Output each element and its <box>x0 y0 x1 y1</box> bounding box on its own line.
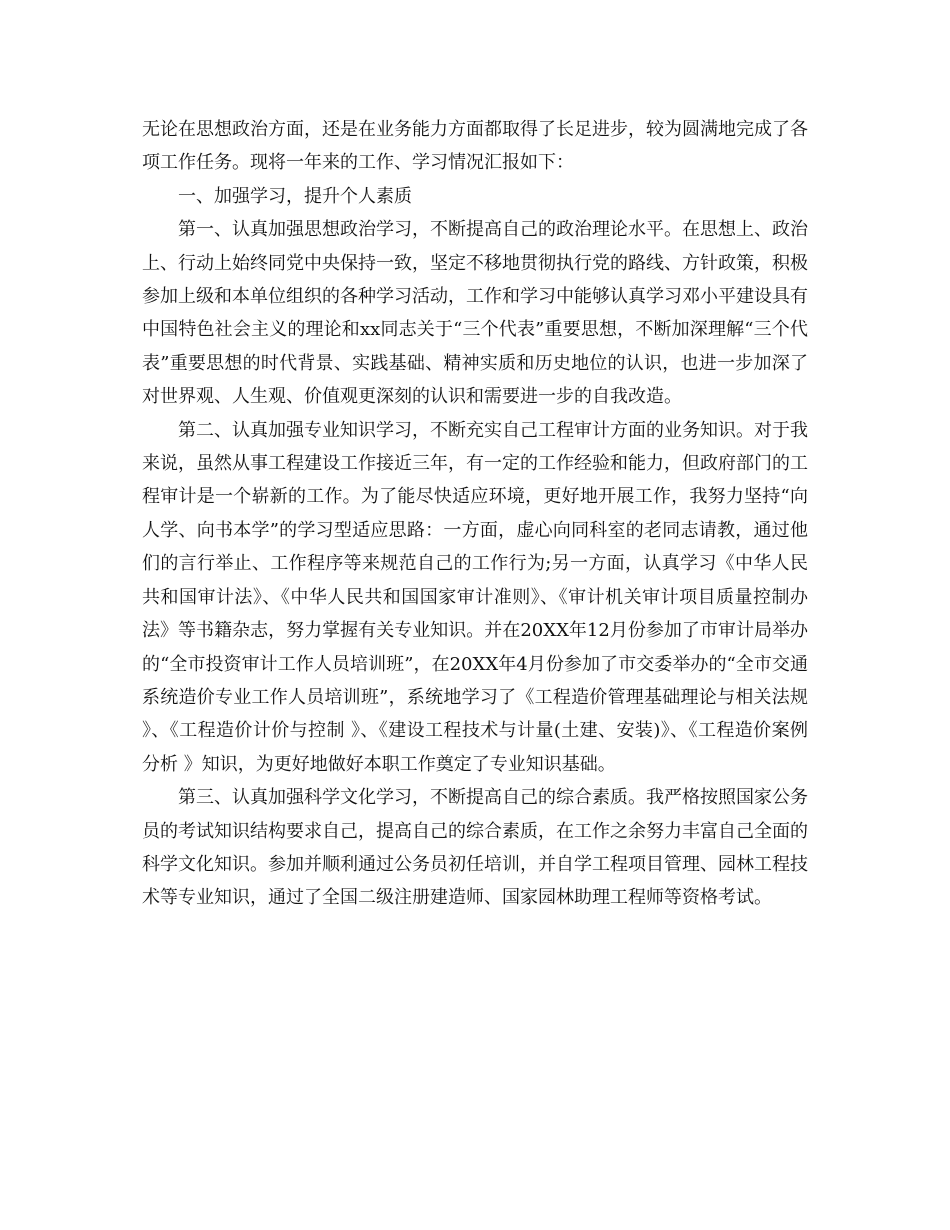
paragraph-intro: 无论在思想政治方面，还是在业务能力方面都取得了长足进步，较为圆满地完成了各项工作任务。现将一年来的工作、学习情况汇报如下： <box>142 119 808 174</box>
paragraph-cultural-study: 第三、认真加强科学文化学习，不断提高自己的综合素质。我严格按照国家公务员的考试知识结构要求自己，提高自己的综合素质，在工作之余努力丰富自己全面的科学文化知识。参加并顺利通过公务员初任培训，并自学工程项目管理、园林工程技术等专业知识，通过了全国二级注册建造师、国家园林助理工程师等资格考试。 <box>142 787 808 909</box>
paragraph-professional-study: 第二、认真加强专业知识学习，不断充实自己工程审计方面的业务知识。对于我来说，虽然从事工程建设工作接近三年，有一定的工作经验和能力，但政府部门的工程审计是一个崭新的工作。为了能尽快适应环境，更好地开展工作，我努力坚持“向人学、向书本学”的学习型适应思路：一方面，虚心向同科室的老同志请教，通过他们的言行举止、工作程序等来规范自己的工作行为;另一方面，认真学习《中华人民共和国审计法》、《中华人民共和国国家审计准则》、《审计机关审计项目质量控制办法》等书籍杂志，努力掌握有关专业知识。并在20XX年12月份参加了市审计局举办的“全市投资审计工作人员培训班”，在20XX年4月份参加了市交委举办的“全市交通系统造价专业工作人员培训班”，系统地学习了《工程造价管理基础理论与相关法规 》、《工程造价计价与控制 》、《建设工程技术与计量(土建、安装)》、《工程造价案例分析 》知识，为更好地做好本职工作奠定了专业知识基础。 <box>142 419 808 775</box>
paragraph-political-study: 第一、认真加强思想政治学习，不断提高自己的政治理论水平。在思想上、政治上、行动上始终同党中央保持一致，坚定不移地贯彻执行党的路线、方针政策，积极参加上级和本单位组织的各种学习活动，工作和学习中能够认真学习邓小平建设具有中国特色社会主义的理论和xx同志关于“三个代表”重要思想，不断加深理解“三个代表”重要思想的时代背景、实践基础、精神实质和历史地位的认识，也进一步加深了对世界观、人生观、价值观更深刻的认识和需要进一步的自我改造。 <box>142 219 808 408</box>
section-heading: 一、加强学习，提升个人素质 <box>178 185 412 207</box>
document-body <box>142 113 808 915</box>
